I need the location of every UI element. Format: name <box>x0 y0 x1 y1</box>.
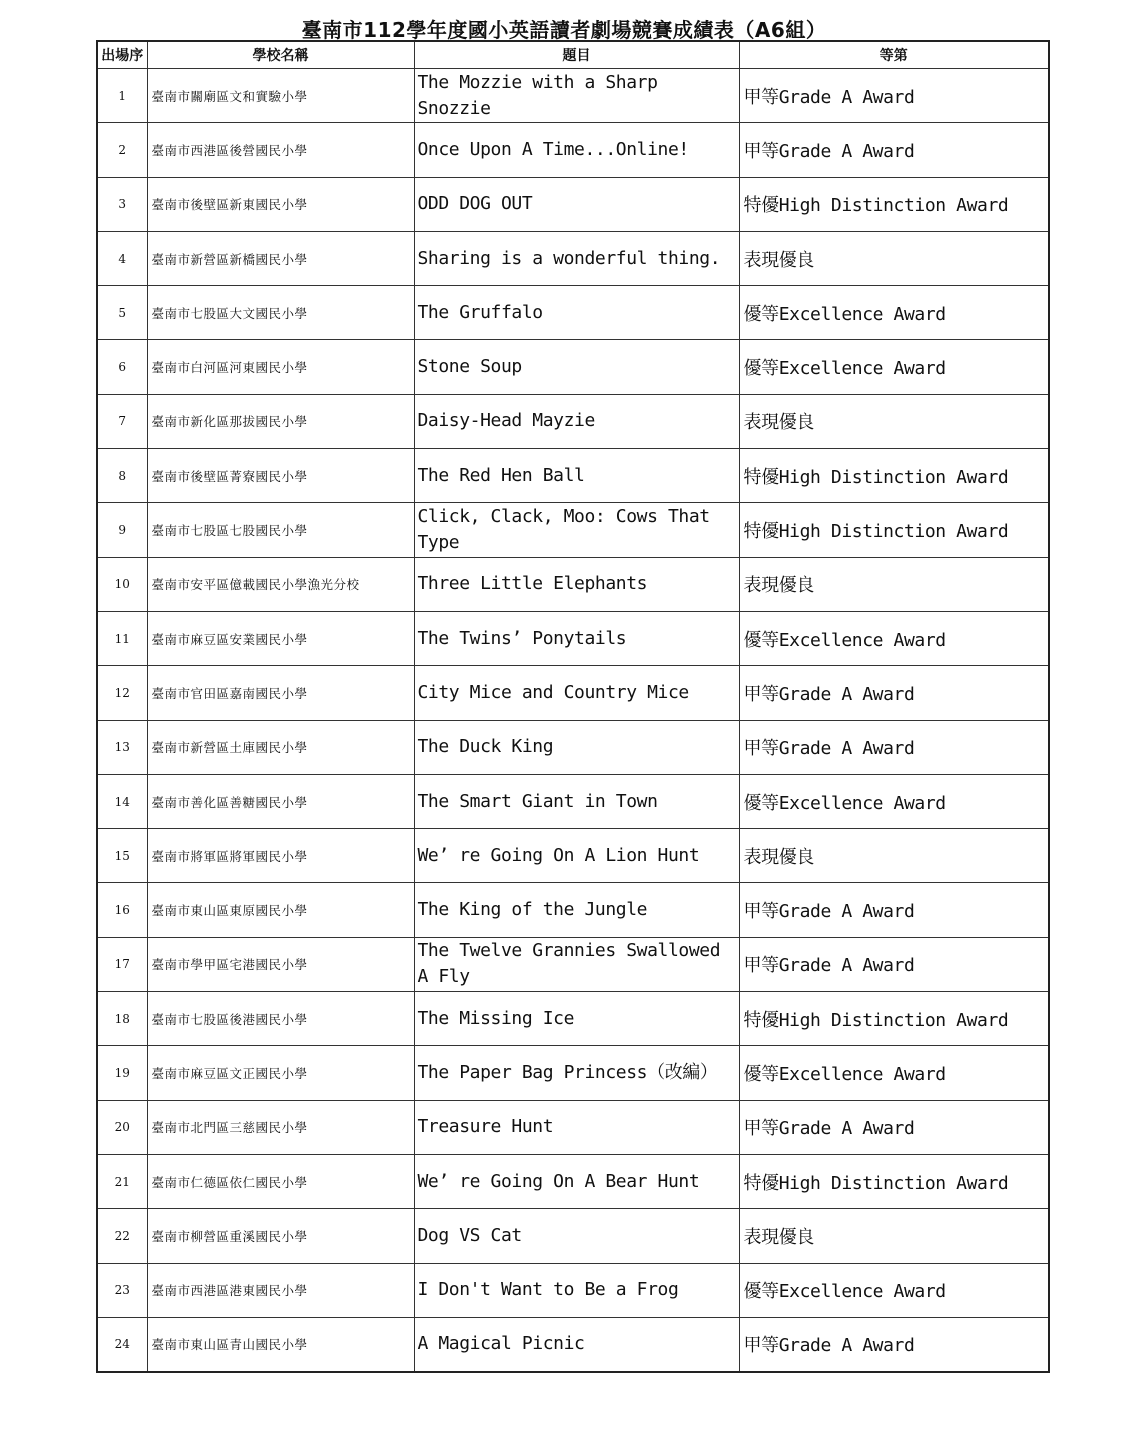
order-cell: 3 <box>97 177 147 231</box>
school-name-cell: 臺南市安平區億載國民小學漁光分校 <box>147 557 414 611</box>
table-row <box>97 1209 1049 1263</box>
table-row <box>97 611 1049 665</box>
order-cell: 23 <box>97 1263 147 1317</box>
header-grade: 等第 <box>739 41 1049 69</box>
table-row <box>97 503 1049 557</box>
title-cell: We’ re Going On A Lion Hunt <box>414 829 739 883</box>
grade-cell: 甲等Grade A Award <box>739 69 1049 123</box>
order-cell: 12 <box>97 666 147 720</box>
table-row <box>97 1317 1049 1372</box>
title-cell: The Paper Bag Princess（改編） <box>414 1046 739 1100</box>
grade-cell: 優等Excellence Award <box>739 774 1049 828</box>
grade-cell: 甲等Grade A Award <box>739 1317 1049 1372</box>
table-row <box>97 231 1049 285</box>
grade-cell: 甲等Grade A Award <box>739 123 1049 177</box>
table-row <box>97 286 1049 340</box>
title-cell: We’ re Going On A Bear Hunt <box>414 1154 739 1208</box>
order-cell: 4 <box>97 231 147 285</box>
page-title: 臺南市112學年度國小英語讀者劇場競賽成績表（A6組） <box>301 18 827 42</box>
table-row <box>97 1100 1049 1154</box>
title-cell: The Gruffalo <box>414 286 739 340</box>
table-row <box>97 666 1049 720</box>
order-cell: 19 <box>97 1046 147 1100</box>
table-row <box>97 774 1049 828</box>
grade-cell: 優等Excellence Award <box>739 286 1049 340</box>
title-cell: I Don't Want to Be a Frog <box>414 1263 739 1317</box>
order-cell: 16 <box>97 883 147 937</box>
table-row <box>97 937 1049 991</box>
school-name-cell: 臺南市北門區三慈國民小學 <box>147 1100 414 1154</box>
order-cell: 2 <box>97 123 147 177</box>
grade-cell: 優等Excellence Award <box>739 611 1049 665</box>
table-row <box>97 1154 1049 1208</box>
header-order: 出場序 <box>97 41 147 69</box>
order-cell: 8 <box>97 449 147 503</box>
order-cell: 17 <box>97 937 147 991</box>
title-cell: The Smart Giant in Town <box>414 774 739 828</box>
school-name-cell: 臺南市七股區大文國民小學 <box>147 286 414 340</box>
school-name-cell: 臺南市白河區河東國民小學 <box>147 340 414 394</box>
title-cell: Three Little Elephants <box>414 557 739 611</box>
grade-cell: 優等Excellence Award <box>739 1046 1049 1100</box>
order-cell: 6 <box>97 340 147 394</box>
table-row <box>97 557 1049 611</box>
grade-cell: 表現優良 <box>739 1209 1049 1263</box>
table-row <box>97 720 1049 774</box>
grade-cell: 表現優良 <box>739 557 1049 611</box>
title-cell: The Missing Ice <box>414 992 739 1046</box>
grade-cell: 特優High Distinction Award <box>739 992 1049 1046</box>
grade-cell: 甲等Grade A Award <box>739 883 1049 937</box>
order-cell: 24 <box>97 1317 147 1372</box>
grade-cell: 甲等Grade A Award <box>739 666 1049 720</box>
order-cell: 15 <box>97 829 147 883</box>
title-cell: Sharing is a wonderful thing. <box>414 231 739 285</box>
school-name-cell: 臺南市後壁區菁寮國民小學 <box>147 449 414 503</box>
school-name-cell: 臺南市西港區後營國民小學 <box>147 123 414 177</box>
school-name-cell: 臺南市東山區青山國民小學 <box>147 1317 414 1372</box>
results-body <box>97 69 1049 1373</box>
order-cell: 14 <box>97 774 147 828</box>
title-cell: Treasure Hunt <box>414 1100 739 1154</box>
school-name-cell: 臺南市仁德區依仁國民小學 <box>147 1154 414 1208</box>
header-title: 題目 <box>414 41 739 69</box>
title-cell: Dog VS Cat <box>414 1209 739 1263</box>
title-cell: The King of the Jungle <box>414 883 739 937</box>
grade-cell: 甲等Grade A Award <box>739 937 1049 991</box>
order-cell: 13 <box>97 720 147 774</box>
order-cell: 11 <box>97 611 147 665</box>
table-row <box>97 340 1049 394</box>
school-name-cell: 臺南市七股區七股國民小學 <box>147 503 414 557</box>
grade-cell: 特優High Distinction Award <box>739 503 1049 557</box>
table-row <box>97 883 1049 937</box>
title-cell: A Magical Picnic <box>414 1317 739 1372</box>
grade-cell: 甲等Grade A Award <box>739 720 1049 774</box>
title-cell: Daisy-Head Mayzie <box>414 394 739 448</box>
order-cell: 5 <box>97 286 147 340</box>
table-row <box>97 992 1049 1046</box>
title-cell: The Twins’ Ponytails <box>414 611 739 665</box>
title-cell: ODD DOG OUT <box>414 177 739 231</box>
title-cell: City Mice and Country Mice <box>414 666 739 720</box>
table-row <box>97 177 1049 231</box>
school-name-cell: 臺南市學甲區宅港國民小學 <box>147 937 414 991</box>
school-name-cell: 臺南市七股區後港國民小學 <box>147 992 414 1046</box>
order-cell: 7 <box>97 394 147 448</box>
order-cell: 20 <box>97 1100 147 1154</box>
school-name-cell: 臺南市善化區善糖國民小學 <box>147 774 414 828</box>
header-row <box>97 41 1049 69</box>
grade-cell: 表現優良 <box>739 231 1049 285</box>
grade-cell: 特優High Distinction Award <box>739 177 1049 231</box>
title-cell: Once Upon A Time...Online! <box>414 123 739 177</box>
order-cell: 18 <box>97 992 147 1046</box>
title-cell: The Red Hen Ball <box>414 449 739 503</box>
grade-cell: 表現優良 <box>739 394 1049 448</box>
table-row <box>97 449 1049 503</box>
order-cell: 9 <box>97 503 147 557</box>
grade-cell: 甲等Grade A Award <box>739 1100 1049 1154</box>
school-name-cell: 臺南市麻豆區文正國民小學 <box>147 1046 414 1100</box>
header-school: 學校名稱 <box>147 41 414 69</box>
school-name-cell: 臺南市後壁區新東國民小學 <box>147 177 414 231</box>
title-cell: Click, Clack, Moo: Cows That Type <box>414 503 739 557</box>
title-cell: The Mozzie with a Sharp Snozzie <box>414 69 739 123</box>
school-name-cell: 臺南市將軍區將軍國民小學 <box>147 829 414 883</box>
table-row <box>97 69 1049 123</box>
order-cell: 22 <box>97 1209 147 1263</box>
school-name-cell: 臺南市麻豆區安業國民小學 <box>147 611 414 665</box>
table-row <box>97 1263 1049 1317</box>
grade-cell: 優等Excellence Award <box>739 1263 1049 1317</box>
table-row <box>97 394 1049 448</box>
results-table <box>96 40 1050 1373</box>
grade-cell: 優等Excellence Award <box>739 340 1049 394</box>
school-name-cell: 臺南市官田區嘉南國民小學 <box>147 666 414 720</box>
order-cell: 10 <box>97 557 147 611</box>
order-cell: 1 <box>97 69 147 123</box>
school-name-cell: 臺南市新營區新橋國民小學 <box>147 231 414 285</box>
title-cell: The Duck King <box>414 720 739 774</box>
table-row <box>97 829 1049 883</box>
school-name-cell: 臺南市東山區東原國民小學 <box>147 883 414 937</box>
grade-cell: 特優High Distinction Award <box>739 1154 1049 1208</box>
order-cell: 21 <box>97 1154 147 1208</box>
table-row <box>97 123 1049 177</box>
grade-cell: 表現優良 <box>739 829 1049 883</box>
grade-cell: 特優High Distinction Award <box>739 449 1049 503</box>
title-cell: Stone Soup <box>414 340 739 394</box>
school-name-cell: 臺南市新營區土庫國民小學 <box>147 720 414 774</box>
school-name-cell: 臺南市柳營區重溪國民小學 <box>147 1209 414 1263</box>
school-name-cell: 臺南市新化區那拔國民小學 <box>147 394 414 448</box>
title-cell: The Twelve Grannies Swallowed A Fly <box>414 937 739 991</box>
table-row <box>97 1046 1049 1100</box>
school-name-cell: 臺南市西港區港東國民小學 <box>147 1263 414 1317</box>
school-name-cell: 臺南市關廟區文和實驗小學 <box>147 69 414 123</box>
